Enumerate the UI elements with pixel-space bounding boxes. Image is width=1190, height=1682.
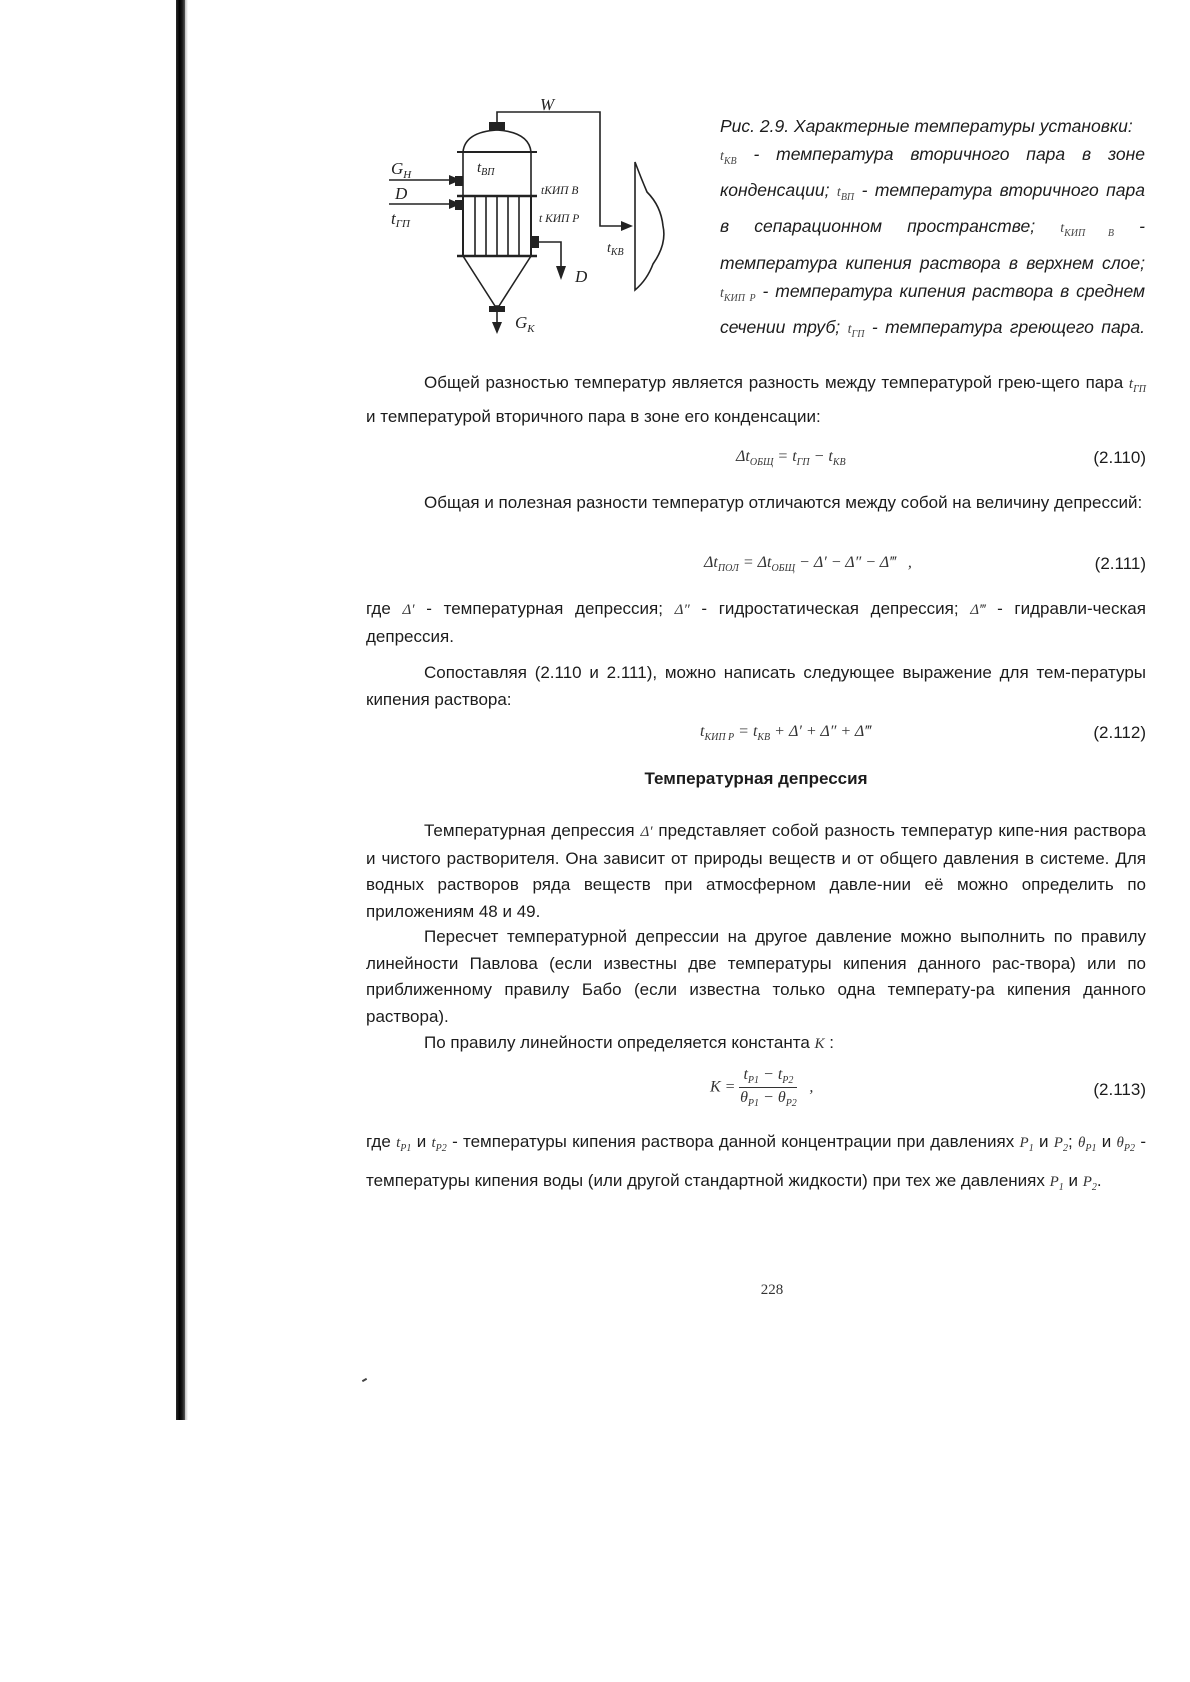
label-gk: $G_К$ <box>515 313 535 335</box>
paragraph-7: По правилу линейности определяется константа K : <box>424 1033 834 1052</box>
eq110-expr: $\Delta t_{ОБЩ} = t_{ГП} - t_{КВ}$ <box>736 448 846 469</box>
label-tgp: tГП <box>391 209 410 230</box>
label-gh: $G_H$ <box>391 159 412 181</box>
eq112-number: (2.112) <box>1093 723 1146 742</box>
section-heading: Температурная депрессия <box>644 769 868 788</box>
eq111-expr: $\Delta t_{ПОЛ} = \Delta t_{ОБЩ} - \Delta' - \Delta''$ − Δ‴ , <box>704 554 912 575</box>
eq110-number: (2.110) <box>1093 448 1146 467</box>
eq112-expr: $t_{КИП Р} = t_{КВ} + \Delta' + \Delta''$ + Δ‴ <box>700 723 872 744</box>
eq113-fraction: $\frac{t_{P1} - t_{P2}}{\theta_{P1} - \theta_{P2}}$ <box>740 1066 797 1110</box>
label-d-in: D <box>395 184 408 203</box>
label-d-out: D <box>575 267 588 286</box>
figure-caption <box>720 112 1145 349</box>
label-tkv: $t_{КВ}$ <box>607 241 624 258</box>
page-number: 228 <box>760 1282 784 1298</box>
paragraph-6: Пересчет температурной депрессии на другое давление можно выполнить по правилу линейности Павлова (если известны две температуры кипения данного рас-твора) или по приближенному правилу Бабо (если известна только одна температу-ра кипения данного раствора). <box>366 927 1146 1026</box>
scan-binding-edge <box>176 0 185 1420</box>
label-tkipr: t КИП Р <box>539 213 580 225</box>
paragraph-3: где Δ′ - температурная депрессия; Δ″ - гидростатическая депрессия; Δ‴ - гидравли-ческая депрессия. <box>366 599 1146 646</box>
evaporator-diagram <box>385 92 715 362</box>
scan-speck <box>362 1378 367 1382</box>
paragraph-5: Температурная депрессия Δ′ представляет собой разность температур кипе-ния раствора и чистого растворителя. Она зависит от природы веществ и от общего давления в системе. Для водных растворов ряда веществ при атмосферном давле-нии её можно определить по приложениям 48 и 49. <box>366 821 1146 921</box>
caption-title: Рис. 2.9. Характерные температуры установки: <box>720 116 1133 136</box>
eq113-expr: K = $\frac{t_{P1} - t_{P2}}{\theta_{P1} - \theta_{P2}}$ , <box>710 1066 814 1110</box>
caption-item-tkv: $t_{КВ}$ - температура вторичного пара в зоне конденсации; $t_{ВП}$ - температура вторичного пара в сепарационном пространстве; $t_{КИП В}$ - температура кипения раствора в верхнем слое; $t_{КИП Р}$ - температура кипения раствора в среднем сечении труб; $t_{ГП}$ - температура греющего пара. <box>720 144 1145 340</box>
label-tkipv: tКИП В <box>541 185 579 197</box>
eq111-number: (2.111) <box>1094 554 1146 573</box>
paragraph-2: Общая и полезная разности температур отличаются между собой на величину депрессий: <box>424 493 1143 512</box>
paragraph-1: Общей разностью температур является разность между температурой грею-щего пара $t_{ГП}$ и температурой вторичного пара в зоне его конденсации: <box>366 373 1146 426</box>
label-tvp: $t_{ВП}$ <box>477 160 495 178</box>
label-w: W <box>540 95 555 114</box>
paragraph-8: где $t_{P1}$ и $t_{P2}$ - температуры кипения раствора данной концентрации при давлениях $P_1$ и $P_2$; $\theta_{P1}$ и $\theta_{P2}$ - температуры кипения воды (или другой стандартной жидкости) при тех же давлениях $P_1$ и $P_2$. <box>366 1132 1146 1193</box>
paragraph-4: Сопоставляя (2.110 и 2.111), можно написать следующее выражение для тем-пературы кипения раствора: <box>366 663 1146 709</box>
eq113-number: (2.113) <box>1093 1080 1146 1099</box>
equation-2-113 <box>366 1066 1146 1126</box>
